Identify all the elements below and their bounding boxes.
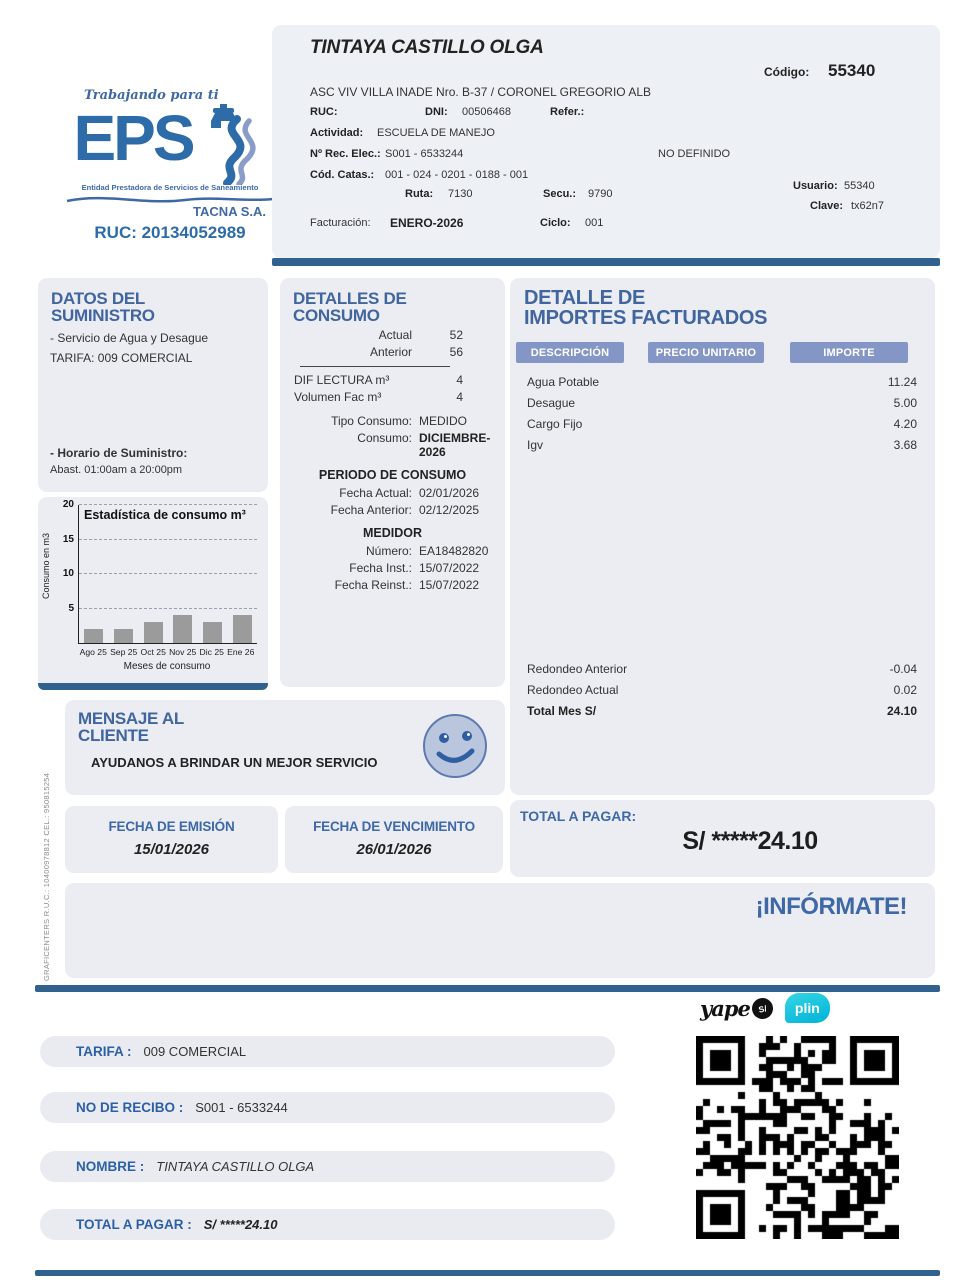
consumption-bar [144, 622, 163, 643]
yape-badge-icon: S/ [750, 996, 775, 1021]
horario-value: Abast. 01:00am a 20:00pm [50, 464, 183, 476]
redondeo-anterior-row: Redondeo Anterior -0.04 [527, 661, 917, 676]
chart-x-ticks [78, 647, 256, 657]
usuario-value: 55340 [844, 180, 875, 192]
servicio-text: - Servicio de Agua y Desague [50, 331, 209, 345]
fecha-reinst-row: Fecha Reinst.: 15/07/2022 [334, 577, 480, 592]
col-header-precio-unitario: PRECIO UNITARIO [648, 342, 764, 363]
total-pagar-card [510, 800, 935, 877]
chart-bars [79, 505, 257, 643]
eps-logo-text: EPS [73, 102, 193, 174]
tarifa-text: TARIFA: 009 COMERCIAL [50, 351, 193, 365]
ciclo-value: 001 [585, 217, 604, 229]
fecha-vencimiento-value: 26/01/2026 [356, 841, 432, 858]
payment-logos [700, 993, 830, 1023]
refer-label: Refer.: [550, 106, 585, 118]
cod-catas-label: Cód. Catas.: [310, 169, 375, 181]
rec-elec-value: S001 - 6533244 [385, 148, 464, 160]
header-divider-bar [272, 258, 940, 266]
chart-gridline [79, 608, 257, 609]
rec-elec-label: Nº Rec. Elec.: [310, 148, 381, 160]
chart-plot-area [78, 505, 257, 644]
medidor-numero-row: Número: EA18482820 [365, 543, 489, 558]
chart-x-tick-label: Ene 26 [227, 647, 255, 657]
informate-card [65, 883, 935, 978]
detalles-consumo-card [280, 278, 505, 687]
actividad-value: ESCUELA DE MANEJO [377, 127, 495, 139]
mensaje-cliente-card [65, 700, 505, 795]
chart-y-tick-label: 15 [62, 533, 74, 545]
customer-address: ASC VIV VILLA INADE Nro. B-37 / CORONEL GREGORIO ALB [310, 85, 651, 99]
payment-qr-code [696, 1036, 899, 1239]
chart-x-tick-label: Nov 25 [169, 647, 197, 657]
importe-row-cargo-fijo: Cargo Fijo 4.20 [527, 416, 917, 431]
stub-total-row: TOTAL A PAGAR : S/ *****24.10 [40, 1209, 615, 1240]
company-city: TACNA S.A. [193, 204, 266, 219]
dif-lectura-row: DIF LECTURA m³ 4 [294, 372, 463, 387]
usuario-label: Usuario: [793, 180, 838, 192]
consumo-mes-row: Consumo: DICIEMBRE-2026 [357, 430, 491, 459]
total-pagar-label: TOTAL A PAGAR: [520, 808, 637, 824]
horario-label: - Horario de Suministro: [50, 446, 188, 460]
eps-logo [56, 103, 284, 181]
chart-x-tick-label: Sep 25 [110, 647, 138, 657]
consumption-chart-card [38, 497, 268, 683]
chart-x-tick-label: Ago 25 [79, 647, 107, 657]
consumption-bar [173, 615, 192, 643]
secu-label: Secu.: [543, 188, 577, 200]
facturacion-label: Facturación: [310, 217, 371, 229]
no-definido: NO DEFINIDO [658, 148, 731, 160]
chart-gridline [79, 504, 257, 505]
consumption-bar [114, 629, 133, 643]
consumo-title: DETALLES DE CONSUMO [293, 289, 407, 326]
printer-credit-note: GRAFICENTERS R.U.C.: 10400978812 CEL.: 950815254 [42, 772, 51, 981]
redondeo-block [510, 658, 935, 721]
volumen-fac-row: Volumen Fac m³ 4 [294, 389, 463, 404]
chart-y-tick-label: 20 [62, 499, 74, 510]
stub-recibo-row: NO DE RECIBO : S001 - 6533244 [40, 1092, 615, 1123]
importe-row-desague: Desague 5.00 [527, 395, 917, 410]
codigo-value: 55340 [828, 61, 876, 80]
plin-logo: plin [785, 993, 830, 1023]
company-logo-block [56, 88, 284, 243]
chart-y-tick-label: 5 [68, 602, 74, 614]
datos-suministro-card [38, 278, 268, 492]
codigo-label: Código: [764, 65, 810, 79]
customer-name: TINTAYA CASTILLO OLGA [310, 37, 544, 58]
reading-separator-line [300, 366, 450, 367]
cod-catas-value: 001 - 024 - 0201 - 0188 - 001 [385, 169, 529, 181]
ruta-label: Ruta: [405, 188, 434, 200]
chart-x-tick-label: Dic 25 [199, 647, 224, 657]
secu-value: 9790 [588, 188, 613, 200]
dni-value: 00506468 [462, 106, 511, 118]
chart-gridline [79, 573, 257, 574]
company-tagline: Trabajando para ti [84, 88, 219, 103]
water-faucet-icon [193, 103, 267, 185]
col-header-descripcion: DESCRIPCIÓN [516, 342, 624, 363]
tipo-consumo-row: Tipo Consumo: MEDIDO [331, 413, 467, 428]
dni-label: DNI: [425, 106, 448, 118]
fecha-vencimiento-card [285, 806, 503, 873]
ruc-label: RUC: [310, 106, 338, 118]
periodo-consumo-heading: PERIODO DE CONSUMO [318, 468, 467, 482]
mensaje-text: AYUDANOS A BRINDAR UN MEJOR SERVICIO [91, 755, 378, 770]
chart-y-axis-label: Consumo en m3 [41, 532, 51, 600]
fecha-inst-row: Fecha Inst.: 15/07/2022 [349, 560, 480, 575]
total-mes-row: Total Mes S/ 24.10 [527, 703, 917, 718]
fecha-anterior-row: Fecha Anterior: 02/12/2025 [330, 502, 480, 517]
importes-title: DETALLE DE IMPORTES FACTURADOS [524, 287, 768, 330]
importes-rows [510, 371, 935, 455]
lectura-anterior-row: Anterior 56 [369, 344, 463, 359]
chart-x-tick-label: Oct 25 [140, 647, 166, 657]
smiley-face-icon [421, 712, 489, 780]
fecha-emision-value: 15/01/2026 [133, 841, 210, 858]
facturacion-value: ENERO-2026 [390, 216, 464, 230]
datos-title: DATOS DEL SUMINISTRO [51, 289, 155, 326]
stub-tarifa-row: TARIFA : 009 COMERCIAL [40, 1036, 615, 1067]
yape-logo: yape S/ [700, 996, 773, 1021]
chart-divider-bar [38, 683, 268, 690]
chart-gridline [79, 539, 257, 540]
clave-label: Clave: [810, 200, 844, 212]
importe-row-agua: Agua Potable 11.24 [527, 374, 917, 389]
fecha-emision-card [65, 806, 278, 873]
chart-x-axis-label: Meses de consumo [123, 661, 211, 672]
actividad-label: Actividad: [310, 127, 364, 139]
redondeo-actual-row: Redondeo Actual 0.02 [527, 682, 917, 697]
fecha-emision-label: FECHA DE EMISIÓN [108, 819, 235, 834]
consumption-bar [84, 629, 103, 643]
company-subtitle: Entidad Prestadora de Servicios de Saneamiento [81, 183, 259, 192]
ruta-value: 7130 [448, 188, 473, 200]
footer-divider-bar [35, 985, 940, 992]
importe-row-igv: Igv 3.68 [527, 437, 917, 452]
bottom-edge-bar [35, 1270, 940, 1276]
col-header-importe: IMPORTE [790, 342, 908, 363]
chart-title: Estadística de consumo m³ [84, 508, 246, 522]
fecha-vencimiento-label: FECHA DE VENCIMIENTO [313, 819, 475, 834]
fecha-actual-row: Fecha Actual: 02/01/2026 [339, 485, 480, 500]
consumo-body [280, 326, 505, 593]
medidor-heading: MEDIDOR [362, 526, 423, 540]
lectura-actual-row: Actual 52 [378, 327, 463, 342]
chart-y-tick-label: 10 [62, 568, 74, 579]
importes-facturados-card [510, 278, 935, 795]
stub-nombre-row: NOMBRE : TINTAYA CASTILLO OLGA [40, 1151, 615, 1182]
ciclo-label: Ciclo: [540, 217, 571, 229]
consumption-bar [203, 622, 222, 643]
mensaje-title: MENSAJE AL CLIENTE [78, 709, 184, 746]
clave-value: tx62n7 [851, 200, 885, 212]
consumption-bar [233, 615, 252, 643]
customer-header-card [272, 25, 940, 258]
total-pagar-value: S/ *****24.10 [682, 827, 818, 855]
company-ruc: RUC: 20134052989 [94, 223, 246, 242]
informate-text: ¡INFÓRMATE! [755, 893, 907, 920]
